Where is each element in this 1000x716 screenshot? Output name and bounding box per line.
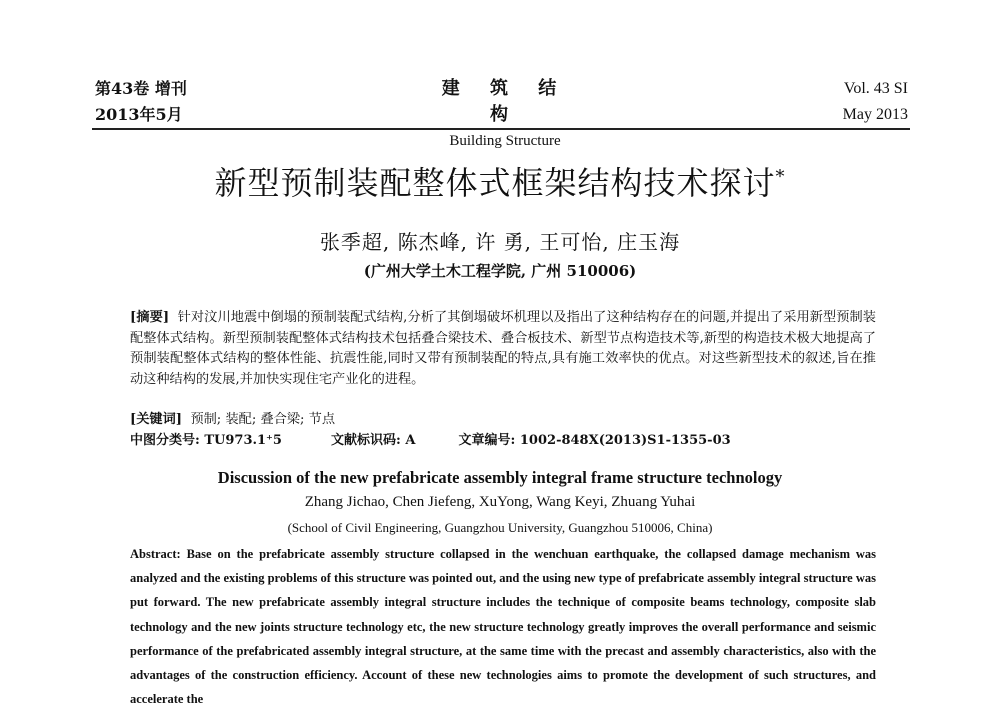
authors-cn: 张季超, 陈杰峰, 许 勇, 王可怡, 庄玉海	[319, 230, 681, 254]
abstract-text-en: Base on the prefabricate assembly structure collapsed in the wenchuan earthquake, the collapsed damage mechanism was analyzed and the existing problems of this structure was pointed out, and the using new type of prefabricate assembly integral structure was put forward. The new prefabricate assembly integral structure includes the technique of composite beams technology, composite slab technology and the new joints structure technology etc, the new structure technology greatly improves the overall performance and seismic performance of the prefabricated assembly integral structure, at the same time with the precast and assembly characteristics, also with the advantages of the construction efficiency. Account of these new technologies aims to promote the development of such structures, and accelerate the	[130, 547, 877, 707]
header-center	[420, 76, 590, 154]
keywords-text-cn: 预制; 装配; 叠合梁; 节点	[190, 412, 336, 427]
header-rule	[92, 128, 910, 130]
title-footnote-mark: *	[775, 166, 786, 188]
header-right	[843, 76, 908, 128]
paper-title-en: Discussion of the new prefabricate assembly integral frame structure technology	[217, 468, 783, 487]
affiliation-en: (School of Civil Engineering, Guangzhou University, Guangzhou 510006, China)	[287, 520, 713, 535]
title-cn-text: 新型预制装配整体式框架结构技术探讨	[214, 164, 776, 202]
header-left	[95, 76, 187, 128]
volume-cn: 第43卷 增刊	[95, 79, 187, 98]
authors-en: Zhang Jichao, Chen Jiefeng, XuYong, Wang Keyi, Zhuang Yuhai	[304, 494, 696, 510]
affiliation-cn: (广州大学土木工程学院, 广州 510006)	[363, 262, 637, 280]
volume-en: Vol. 43 SI	[843, 80, 908, 97]
article-no-value: 1002-848X(2013)S1-1355-03	[519, 433, 731, 448]
keywords-cn	[130, 410, 876, 430]
classification-line	[130, 431, 876, 451]
abstract-cn	[130, 308, 876, 390]
clc-label: 中图分类号:	[130, 433, 200, 448]
article-no-label: 文章编号:	[458, 433, 516, 448]
paper-title-cn	[0, 158, 1000, 204]
abstract-label-en: Abstract:	[130, 547, 181, 561]
keywords-label-cn: [关键词]	[130, 412, 183, 427]
date-cn: 2013年5月	[95, 105, 183, 124]
doc-code-label: 文献标识码:	[331, 433, 401, 448]
abstract-text-cn: 针对汶川地震中倒塌的预制装配式结构,分析了其倒塌破坏机理以及指出了这种结构存在的问题,并提出了采用新型预制装配整体式结构。新型预制装配整体式结构技术包括叠合梁技术、叠合板技术、新型节点构造技术等,新型的构造技术极大地提高了预制装配整体式结构的整体性能、抗震性能,同时又带有预制装配的特点,具有施工效率快的优点。对这些新型技术的叙述,旨在推动这种结构的发展,并加快实现住宅产业化的进程。	[130, 310, 876, 387]
abstract-label-cn: [摘要]	[130, 310, 170, 325]
clc-value: TU973.1⁺5	[204, 433, 282, 448]
journal-header	[0, 72, 1000, 149]
journal-name-en: Building Structure	[449, 133, 561, 149]
doc-code-value: A	[405, 433, 416, 448]
journal-name-cn: 建 筑 结 构	[441, 78, 569, 125]
abstract-en	[130, 542, 876, 711]
date-en: May 2013	[842, 106, 908, 123]
